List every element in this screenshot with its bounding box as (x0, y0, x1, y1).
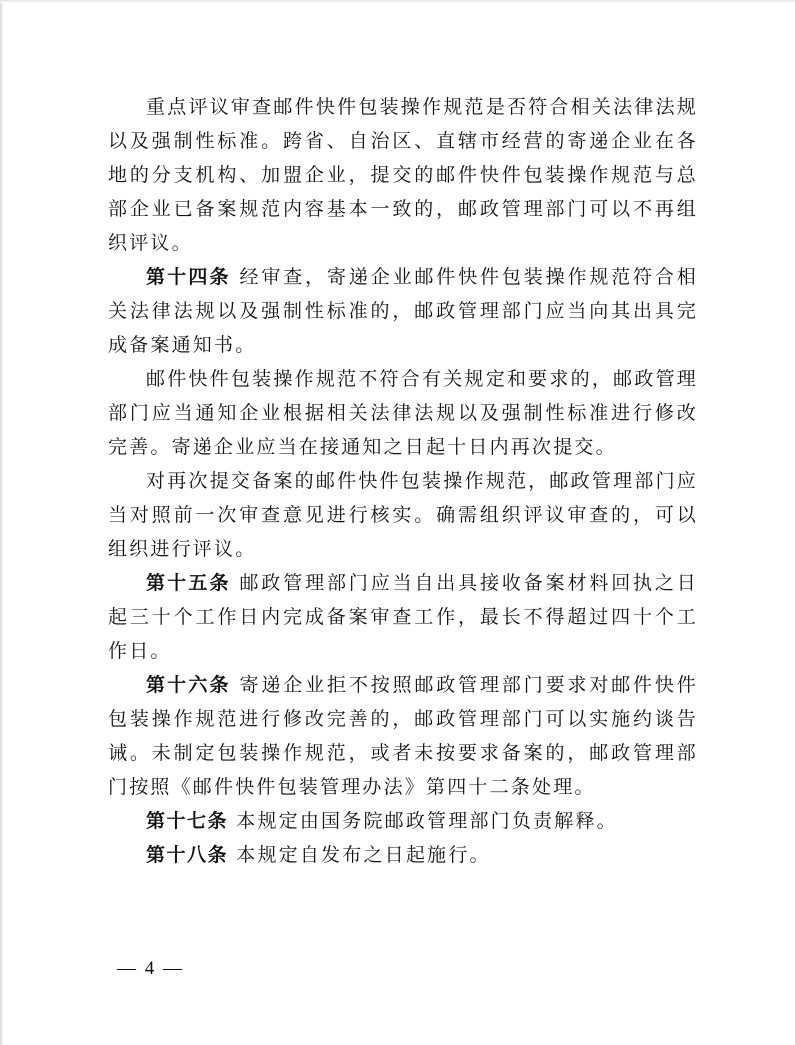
paragraph-article-16 (108, 668, 698, 804)
paragraph-noncompliance (108, 362, 698, 464)
paragraph-text: 邮政管理部门应当自出具接收备案材料回执之日起三十个工作日内完成备案审查工作，最长不得超过四十个工作日。 (108, 572, 698, 662)
article-18-label: 第十八条 (146, 844, 229, 866)
paragraph-text: 寄递企业拒不按照邮政管理部门要求对邮件快件包装操作规范进行修改完善的，邮政管理部门可以实施约谈告诫。未制定包装操作规范，或者未按要求备案的，邮政管理部门按照《邮件快件包装管理办法》第四十二条处理。 (108, 674, 698, 798)
paragraph-article-18 (108, 838, 698, 872)
page-edge (0, 0, 4, 1045)
page-edge-top (0, 0, 795, 3)
paragraph-text: 邮件快件包装操作规范不符合有关规定和要求的，邮政管理部门应当通知企业根据相关法律法规以及强制性标准进行修改完善。寄递企业应当在接通知之日起十日内再次提交。 (108, 368, 698, 458)
document-body (108, 90, 698, 872)
article-14-label: 第十四条 (146, 266, 231, 288)
paragraph-review-criteria (108, 90, 698, 260)
paragraph-text: 对再次提交备案的邮件快件包装操作规范，邮政管理部门应当对照前一次审查意见进行核实。确需组织评议审查的，可以组织进行评议。 (108, 470, 698, 560)
paragraph-text: 本规定自发布之日起施行。 (228, 844, 491, 866)
paragraph-text: 本规定由国务院邮政管理部门负责解释。 (228, 810, 618, 832)
paragraph-resubmission (108, 464, 698, 566)
article-17-label: 第十七条 (146, 810, 229, 832)
paragraph-text: 经审查，寄递企业邮件快件包装操作规范符合相关法律法规以及强制性标准的，邮政管理部门应当向其出具完成备案通知书。 (108, 266, 698, 356)
paragraph-article-17 (108, 804, 698, 838)
paragraph-article-15 (108, 566, 698, 668)
article-15-label: 第十五条 (146, 572, 231, 594)
paragraph-text: 重点评议审查邮件快件包装操作规范是否符合相关法律法规以及强制性标准。跨省、自治区、直辖市经营的寄递企业在各地的分支机构、加盟企业，提交的邮件快件包装操作规范与总部企业已备案规范内容基本一致的，邮政管理部门可以不再组织评议。 (108, 96, 698, 254)
page-number: — 4 — (117, 958, 184, 979)
paragraph-article-14 (108, 260, 698, 362)
article-16-label: 第十六条 (146, 674, 231, 696)
